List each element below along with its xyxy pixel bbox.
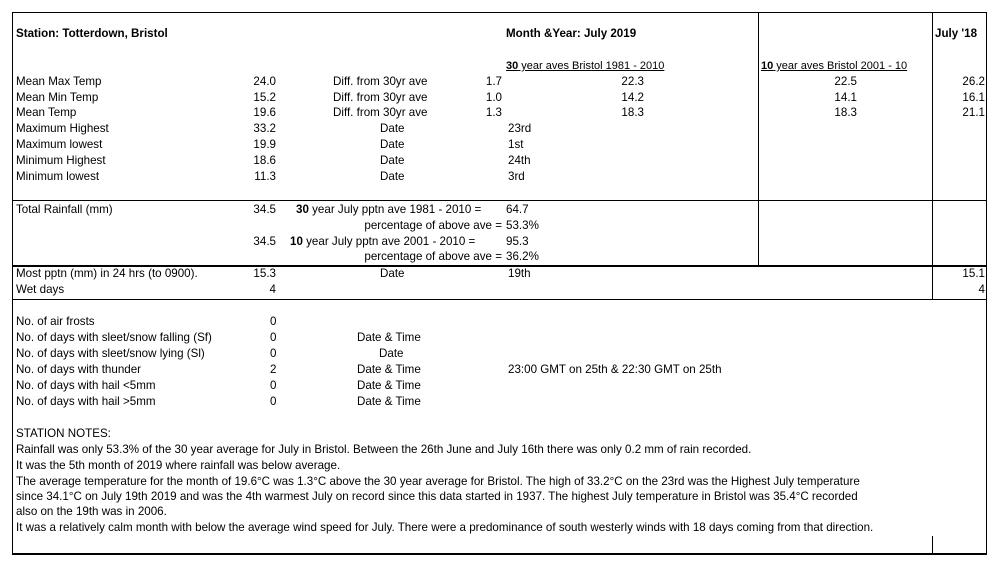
notes-line: also on the 19th was in 2006.: [16, 505, 167, 518]
temp-avg30: 22.3: [621, 75, 644, 88]
event-datetime-label: Date & Time: [357, 331, 421, 344]
rainfall-ave10-prefix: 10: [290, 235, 303, 248]
wet-days-label: Wet days: [16, 283, 65, 296]
notes-line: It was the 5th month of 2019 where rainfall was below average.: [16, 459, 341, 472]
thunder-times: 23:00 GMT on 25th & 22:30 GMT on 25th: [508, 363, 722, 376]
rainfall-ave30-label: [296, 203, 481, 217]
wet-days-value: 4: [269, 283, 276, 296]
left-border: [12, 12, 13, 555]
temp-diff: 1.7: [485, 75, 502, 88]
event-value: 0: [270, 379, 277, 392]
avg30-heading-text: year aves Bristol 1981 - 2010: [518, 60, 665, 72]
extreme-date-label: Date: [380, 154, 405, 167]
top-border: [12, 12, 987, 13]
temp-prev: 16.1: [962, 91, 985, 104]
right-border: [986, 12, 987, 555]
notes-title: STATION NOTES:: [16, 427, 111, 440]
extreme-value: 19.9: [253, 138, 276, 151]
temp-diff-label: Diff. from 30yr ave: [333, 91, 428, 104]
notes-line: The average temperature for the month of 19.6°C was 1.3°C above the 30 year average for Bristol. The high of 33.2°C on the 23rd was the Highest July temperature: [16, 475, 860, 488]
temp-avg30: 14.2: [621, 91, 644, 104]
event-label: No. of days with thunder: [16, 363, 142, 376]
temp-diff-label: Diff. from 30yr ave: [333, 75, 428, 88]
temp-avg10: 22.5: [834, 75, 857, 88]
extreme-date-label: Date: [380, 138, 405, 151]
event-label: No. of days with hail <5mm: [16, 379, 156, 392]
event-datetime-label: Date: [379, 347, 404, 360]
rainfall-ave10: 95.3: [506, 235, 529, 248]
temp-value: 15.2: [253, 91, 276, 104]
rainfall-pct10-label: percentage of above ave =: [364, 250, 502, 263]
temp-diff: 1.0: [485, 91, 502, 104]
col-sep-prev-year: [932, 12, 933, 300]
rule-after-temps: [12, 200, 987, 201]
rainfall-value: 34.5: [253, 203, 276, 216]
event-value: 0: [270, 395, 277, 408]
notes-line: since 34.1°C on July 19th 2019 and was the 4th warmest July on record since this data started in 1937. The highest July temperature in Bristol was 35.4°C recorded: [16, 490, 858, 503]
most-pptn-prev: 15.1: [962, 267, 985, 280]
event-label: No. of days with sleet/snow lying (Sl): [16, 347, 205, 360]
rainfall-ave30-text: year July pptn ave 1981 - 2010 =: [308, 203, 482, 216]
temp-diff: 1.3: [485, 106, 502, 119]
event-datetime-label: Date & Time: [357, 379, 421, 392]
most-pptn-date: 19th: [508, 267, 531, 280]
avg10-heading-text: year aves Bristol 2001 - 10: [773, 60, 908, 72]
extreme-date: 3rd: [508, 170, 525, 183]
notes-line: Rainfall was only 53.3% of the 30 year average for July in Bristol. Between the 26th June and July 16th there was only 0.2 mm of rain recorded.: [16, 443, 752, 456]
rainfall-pct30: 53.3%: [506, 219, 539, 232]
extreme-value: 11.3: [254, 170, 276, 183]
extreme-value: 18.6: [253, 154, 276, 167]
avg30-heading: [506, 59, 664, 73]
temp-label: Mean Max Temp: [16, 75, 102, 88]
most-pptn-label: Most pptn (mm) in 24 hrs (to 0900).: [16, 267, 198, 280]
temp-prev: 26.2: [962, 75, 985, 88]
temp-avg10: 18.3: [834, 106, 857, 119]
col-sep-prev-year-tail: [932, 536, 933, 554]
wet-days-prev: 4: [978, 283, 985, 296]
temp-label: Mean Min Temp: [16, 91, 99, 104]
temp-prev: 21.1: [962, 106, 985, 119]
station-name: Station: Totterdown, Bristol: [16, 27, 168, 40]
event-datetime-label: Date & Time: [357, 395, 421, 408]
most-pptn-value: 15.3: [253, 267, 276, 280]
rainfall-ave10-text: year July pptn ave 2001 - 2010 =: [302, 235, 476, 248]
rainfall-pct30-label: percentage of above ave =: [364, 219, 502, 232]
col-sep-10yr: [758, 12, 759, 266]
temp-avg10: 14.1: [834, 91, 857, 104]
avg10-heading-prefix: 10: [761, 60, 774, 72]
rainfall-value-10yr: 34.5: [253, 235, 276, 248]
event-value: 2: [270, 363, 277, 376]
temp-diff-label: Diff. from 30yr ave: [333, 106, 428, 119]
extreme-value: 33.2: [253, 122, 276, 135]
extreme-date: 23rd: [508, 122, 532, 135]
bottom-border: [12, 553, 987, 555]
event-value: 0: [270, 347, 277, 360]
extreme-date: 1st: [508, 138, 524, 151]
event-value: 0: [270, 315, 277, 328]
extreme-label: Maximum Highest: [16, 122, 109, 135]
extreme-date: 24th: [508, 154, 531, 167]
notes-line: It was a relatively calm month with below the average wind speed for July. There were a predominance of south westerly winds with 18 days coming from that direction.: [16, 521, 874, 534]
event-datetime-label: Date & Time: [357, 363, 421, 376]
extreme-label: Maximum lowest: [16, 138, 103, 151]
extreme-label: Minimum lowest: [16, 170, 100, 183]
event-label: No. of days with sleet/snow falling (Sf): [16, 331, 212, 344]
rainfall-pct10: 36.2%: [506, 250, 539, 263]
rainfall-label: Total Rainfall (mm): [16, 203, 113, 216]
most-pptn-date-label: Date: [380, 267, 405, 280]
temp-avg30: 18.3: [621, 106, 644, 119]
rule-after-pptn: [12, 299, 987, 300]
avg30-heading-prefix: 30: [506, 60, 519, 72]
event-label: No. of air frosts: [16, 315, 95, 328]
rainfall-ave30: 64.7: [506, 203, 529, 216]
extreme-date-label: Date: [380, 122, 405, 135]
temp-value: 19.6: [253, 106, 276, 119]
event-value: 0: [270, 331, 277, 344]
avg10-heading: [761, 59, 907, 73]
temp-value: 24.0: [253, 75, 276, 88]
event-label: No. of days with hail >5mm: [16, 395, 156, 408]
temp-label: Mean Temp: [16, 106, 77, 119]
extreme-date-label: Date: [380, 170, 405, 183]
rainfall-ave10-label: [290, 235, 475, 249]
month-year: Month &Year: July 2019: [506, 27, 637, 40]
extreme-label: Minimum Highest: [16, 154, 106, 167]
prev-year-heading: July '18: [935, 27, 978, 40]
rainfall-ave30-prefix: 30: [296, 203, 309, 216]
